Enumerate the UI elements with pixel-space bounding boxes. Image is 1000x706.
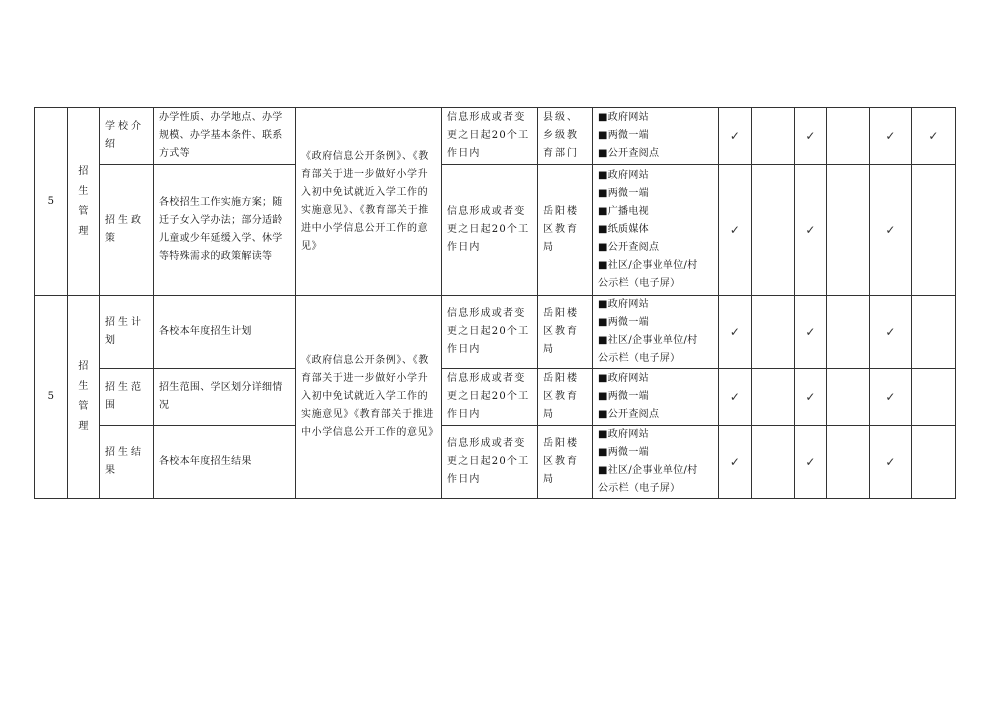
department-cell: 岳阳楼区教育局	[538, 426, 593, 499]
category-char: 生	[78, 381, 89, 392]
channel-item: 公示栏（电子屏）	[598, 353, 681, 364]
category-char: 理	[78, 421, 89, 432]
check-mark-icon: ✓	[870, 426, 912, 499]
channel-item: ■公开查阅点	[598, 409, 660, 420]
item-name: 学校介绍	[100, 108, 154, 165]
channel-item: ■两微一端	[598, 188, 649, 199]
check-mark-icon: ✓	[795, 165, 827, 296]
category-cell	[68, 296, 100, 499]
category-char: 招	[78, 165, 89, 177]
channel-item: 公示栏（电子屏）	[598, 483, 681, 494]
empty-cell	[912, 369, 956, 426]
channel-item: ■政府网站	[598, 299, 649, 310]
empty-cell	[752, 426, 795, 499]
category-char: 生	[78, 185, 89, 197]
content-cell: 各校本年度招生计划	[154, 296, 296, 369]
channel-item: ■社区/企事业单位/村	[598, 465, 698, 476]
deadline-cell: 信息形成或者变更之日起20个工作日内	[442, 296, 538, 369]
empty-cell	[752, 296, 795, 369]
channels-cell	[593, 165, 719, 296]
item-name: 招生结果	[100, 426, 154, 499]
check-mark-icon: ✓	[719, 426, 752, 499]
content-cell: 各校招生工作实施方案；随迁子女入学办法；部分适龄儿童或少年延缓入学、休学等特殊需求的政策解读等	[154, 165, 296, 296]
check-mark-icon: ✓	[795, 108, 827, 165]
empty-cell	[752, 165, 795, 296]
check-mark-icon: ✓	[719, 165, 752, 296]
empty-cell	[827, 426, 870, 499]
department-cell: 岳阳楼区教育局	[538, 165, 593, 296]
empty-cell	[752, 369, 795, 426]
channel-item: ■纸质媒体	[598, 224, 649, 235]
table-row	[35, 369, 956, 426]
category-label	[76, 162, 91, 242]
deadline-cell: 信息形成或者变更之日起20个工作日内	[442, 165, 538, 296]
category-label	[76, 357, 91, 437]
empty-cell	[827, 165, 870, 296]
check-mark-icon: ✓	[870, 165, 912, 296]
disclosure-table	[34, 107, 956, 499]
check-mark-icon: ✓	[719, 296, 752, 369]
department-cell: 岳阳楼区教育局	[538, 296, 593, 369]
channel-item: ■公开查阅点	[598, 242, 660, 253]
table-row	[35, 296, 956, 369]
channel-item: ■政府网站	[598, 373, 649, 384]
department-cell: 县级、乡级教育部门	[538, 108, 593, 165]
row-number: 5	[35, 296, 68, 499]
channel-item: ■政府网站	[598, 429, 649, 440]
category-char: 理	[78, 225, 89, 237]
empty-cell	[912, 296, 956, 369]
channels-cell	[593, 426, 719, 499]
check-mark-icon: ✓	[870, 296, 912, 369]
content-cell: 办学性质、办学地点、办学规模、办学基本条件、联系方式等	[154, 108, 296, 165]
check-mark-icon: ✓	[795, 426, 827, 499]
channel-item: ■社区/企事业单位/村	[598, 335, 698, 346]
check-mark-icon: ✓	[719, 108, 752, 165]
channel-item: ■政府网站	[598, 170, 649, 181]
category-char: 招	[78, 361, 89, 372]
table-row	[35, 108, 956, 165]
empty-cell	[827, 369, 870, 426]
category-cell	[68, 108, 100, 296]
table-row	[35, 426, 956, 499]
channels-cell	[593, 108, 719, 165]
deadline-cell: 信息形成或者变更之日起20个工作日内	[442, 369, 538, 426]
check-mark-icon: ✓	[795, 296, 827, 369]
channels-cell	[593, 296, 719, 369]
check-mark-icon: ✓	[870, 369, 912, 426]
channel-item: ■政府网站	[598, 112, 649, 123]
channel-item: ■两微一端	[598, 447, 649, 458]
channel-item: 公示栏（电子屏）	[598, 278, 681, 289]
empty-cell	[827, 296, 870, 369]
category-char: 管	[78, 401, 89, 412]
table-body	[35, 108, 956, 499]
check-mark-icon: ✓	[719, 369, 752, 426]
basis-cell: 《政府信息公开条例》、《教育部关于进一步做好小学升入初中免试就近入学工作的实施意见》《教育部关于推进中小学信息公开工作的意见》	[296, 296, 442, 499]
department-cell: 岳阳楼区教育局	[538, 369, 593, 426]
item-name: 招生计划	[100, 296, 154, 369]
content-cell: 各校本年度招生结果	[154, 426, 296, 499]
content-cell: 招生范围、学区划分详细情况	[154, 369, 296, 426]
item-name: 招生政策	[100, 165, 154, 296]
row-number: 5	[35, 108, 68, 296]
item-name: 招生范围	[100, 369, 154, 426]
channel-item: ■两微一端	[598, 391, 649, 402]
check-mark-icon: ✓	[912, 108, 956, 165]
check-mark-icon: ✓	[870, 108, 912, 165]
category-char: 管	[78, 205, 89, 217]
channel-item: ■社区/企事业单位/村	[598, 260, 698, 271]
channel-item: ■广播电视	[598, 206, 649, 217]
deadline-cell: 信息形成或者变更之日起20个工作日内	[442, 426, 538, 499]
channel-item: ■两微一端	[598, 317, 649, 328]
empty-cell	[912, 165, 956, 296]
deadline-cell: 信息形成或者变更之日起20个工作日内	[442, 108, 538, 165]
channels-cell	[593, 369, 719, 426]
empty-cell	[827, 108, 870, 165]
basis-cell: 《政府信息公开条例》、《教育部关于进一步做好小学升入初中免试就近入学工作的实施意见》、《教育部关于推进中小学信息公开工作的意见》	[296, 108, 442, 296]
empty-cell	[752, 108, 795, 165]
table-row	[35, 165, 956, 296]
check-mark-icon: ✓	[795, 369, 827, 426]
channel-item: ■公开查阅点	[598, 148, 660, 159]
channel-item: ■两微一端	[598, 130, 649, 141]
empty-cell	[912, 426, 956, 499]
